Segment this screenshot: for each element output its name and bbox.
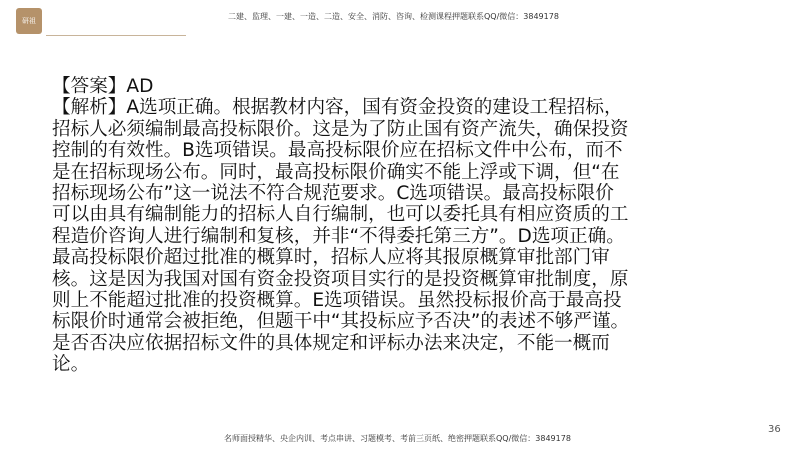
header-slogan: 二建、监理、一建、一造、二造、安全、消防、咨询、检测课程押题联系QQ/微信：3849178 xyxy=(228,12,559,21)
header-divider xyxy=(46,35,186,36)
answer-content xyxy=(52,76,632,376)
page-number: 36 xyxy=(768,424,781,435)
brand-logo: 研祖 xyxy=(16,8,42,34)
answer-line: 【答案】AD xyxy=(52,76,154,97)
footer-slogan: 名师面授精华、央企内训、考点串讲、习题模考、考前三页纸、绝密押题联系QQ/微信：3849178 xyxy=(224,434,571,443)
analysis-text: 【解析】A选项正确。根据教材内容，国有资金投资的建设工程招标，招标人必须编制最高投标限价。这是为了防止国有资产流失，确保投资控制的有效性。B选项错误。最高投标限价应在招标文件中公布，而不是在招标现场公布。同时，最高投标限价确实不能上浮或下调，但“在招标现场公布”这一说法不符合规范要求。C选项错误。最高投标限价可以由具有编制能力的招标人自行编制，也可以委托具有相应资质的工程造价咨询人进行编制和复核，并非“不得委托第三方”。D选项正确。最高投标限价超过批准的概算时，招标人应将其报原概算审批部门审核。这是因为我国对国有资金投资项目实行的是投资概算审批制度，原则上不能超过批准的投资概算。E选项错误。虽然投标报价高于最高投标限价时通常会被拒绝，但题干中“其投标应予否决”的表述不够严谨。是否否决应依据招标文件的具体规定和评标办法来决定，不能一概而论。 xyxy=(52,97,630,376)
